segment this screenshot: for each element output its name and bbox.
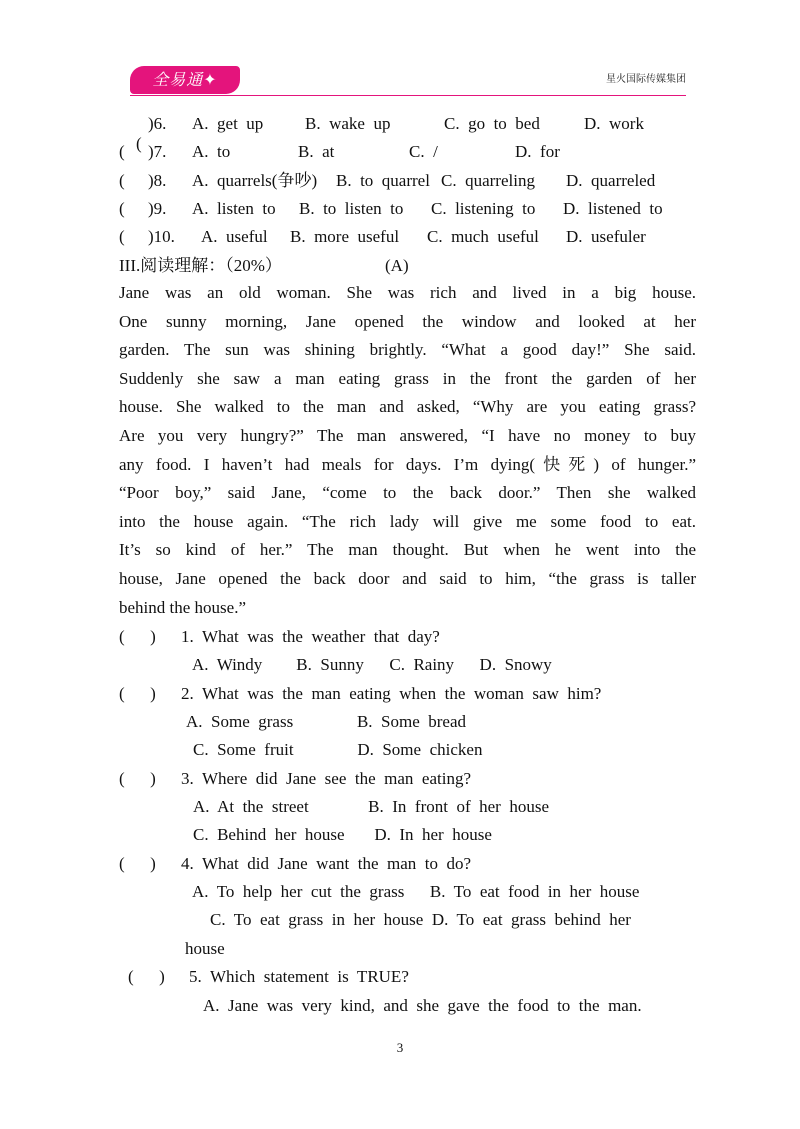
logo-badge: ✦	[203, 70, 218, 89]
cloze-option-b: B. to quarrel	[336, 171, 430, 190]
brand-logo	[130, 66, 240, 94]
cloze-num: )8.	[148, 171, 167, 190]
passage-line: house. She walked to the man and asked, “Why are you eating grass?	[119, 397, 696, 417]
question-stem: 3. Where did Jane see the man eating?	[181, 769, 471, 788]
answer-blank[interactable]: ( )	[119, 684, 156, 703]
cloze-blank: (	[119, 227, 125, 246]
cloze-option-c: C. much useful	[427, 227, 539, 246]
cloze-option-d: D. quarreled	[566, 171, 656, 190]
question-options: A. Jane was very kind, and she gave the food to the man.	[203, 996, 642, 1015]
cloze-option-c: C. go to bed	[444, 114, 540, 133]
cloze-num: )7.	[148, 142, 167, 161]
cloze-option-c: C. listening to	[431, 199, 536, 218]
logo-text: 全易通	[152, 70, 204, 89]
cloze-option-d: D. usefuler	[566, 227, 646, 246]
passage-line: garden. The sun was shining brightly. “What a good day!” She said.	[119, 340, 696, 360]
cloze-option-c: C. quarreling	[441, 171, 535, 190]
header-divider	[130, 95, 686, 96]
passage-line: house, Jane opened the back door and said to him, “the grass is taller	[119, 568, 696, 588]
cloze-blank: (	[119, 142, 125, 161]
passage-line: Jane was an old woman. She was rich and lived in a big house.	[119, 283, 696, 302]
cloze-option-a: A. get up	[192, 114, 264, 133]
cloze-option-a: A. quarrels(争吵)	[192, 171, 318, 190]
question-stem: 2. What was the man eating when the woman saw him?	[181, 684, 602, 703]
question-options: A. Some grass B. Some bread	[186, 712, 467, 731]
question-options: A. To help her cut the grass B. To eat food in her house	[192, 882, 640, 901]
passage-line: behind the house.”	[119, 597, 246, 617]
passage-line: into the house again. “The rich lady will give me some food to eat.	[119, 511, 696, 531]
cloze-option-a: A. to	[192, 142, 231, 161]
reading-passage	[119, 279, 696, 622]
cloze-option-b: B. to listen to	[299, 199, 404, 218]
passage-line: “Poor boy,” said Jane, “come to the back door.” Then she walked	[119, 483, 696, 503]
passage-line: Are you very hungry?” The man answered, “I have no money to buy	[119, 425, 696, 445]
question-stem: 1. What was the weather that day?	[181, 627, 440, 646]
cloze-num: )10.	[148, 227, 175, 246]
question-options: C. Some fruit D. Some chicken	[193, 740, 483, 759]
answer-blank[interactable]: ( )	[119, 627, 156, 646]
section-title: III.阅读理解：（20%）	[119, 256, 282, 275]
cloze-option-d: D. for	[515, 142, 560, 161]
cloze-option-b: B. wake up	[305, 114, 391, 133]
question-stem: 4. What did Jane want the man to do?	[181, 854, 472, 873]
cloze-blank: (	[119, 199, 125, 218]
passage-line: It’s so kind of her.” The man thought. But when he went into the	[119, 540, 696, 560]
cloze-option-c: C. /	[409, 142, 438, 161]
question-options: A. At the street B. In front of her house	[193, 797, 549, 816]
page-number: 3	[396, 1040, 404, 1055]
question-options: house	[185, 939, 225, 958]
cloze-blank: (	[119, 171, 125, 190]
passage-line: any food. I haven’t had meals for days. I’m dying(快死) of hunger.”	[119, 454, 696, 474]
cloze-row: (	[136, 134, 142, 153]
answer-blank[interactable]: ( )	[119, 769, 156, 788]
cloze-num: )6.	[148, 114, 167, 133]
passage-line: One sunny morning, Jane opened the window and looked at her	[119, 311, 696, 331]
cloze-num: )9.	[148, 199, 167, 218]
question-stem: 5. Which statement is TRUE?	[189, 967, 409, 986]
publisher-name: 星火国际传媒集团	[606, 74, 686, 85]
question-options: A. Windy B. Sunny C. Rainy D. Snowy	[192, 655, 552, 674]
cloze-option-b: B. at	[298, 142, 335, 161]
question-options: C. To eat grass in her house D. To eat grass behind her	[210, 910, 631, 929]
cloze-option-a: A. listen to	[192, 199, 276, 218]
passage-line: Suddenly she saw a man eating grass in the front the garden of her	[119, 368, 696, 388]
answer-blank[interactable]: ( )	[128, 967, 165, 986]
section-part: (A)	[385, 256, 409, 275]
question-options: C. Behind her house D. In her house	[193, 825, 492, 844]
cloze-option-a: A. useful	[201, 227, 268, 246]
answer-blank[interactable]: ( )	[119, 854, 156, 873]
cloze-option-b: B. more useful	[290, 227, 400, 246]
cloze-option-d: D. work	[584, 114, 644, 133]
cloze-option-d: D. listened to	[563, 199, 663, 218]
